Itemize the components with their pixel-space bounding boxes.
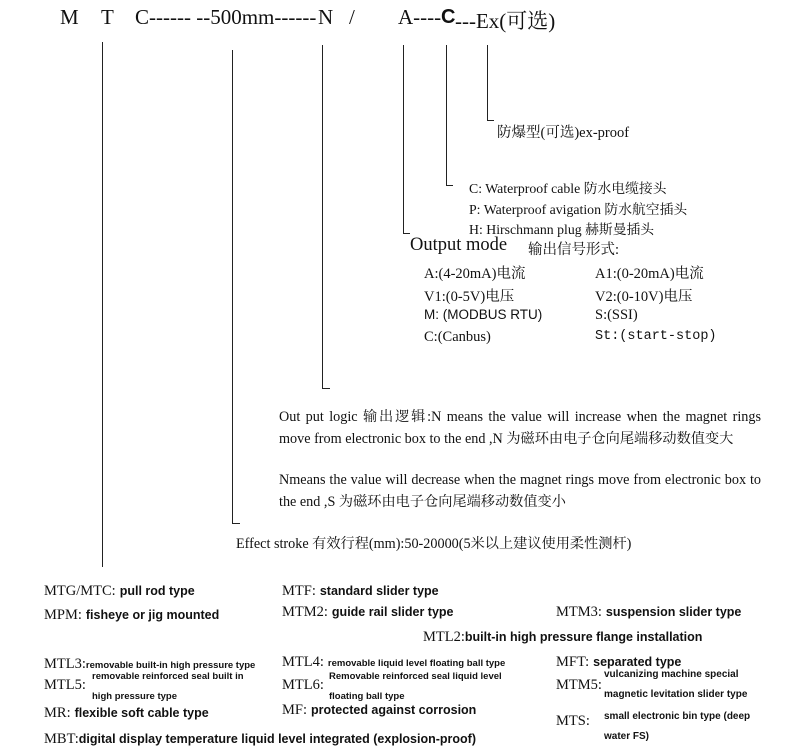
model-mft-code: MFT:: [556, 654, 590, 670]
output-mode-title: Output mode: [410, 235, 508, 255]
model-mtm3-desc: suspension slider type: [605, 605, 742, 619]
output-st: St:(start-stop): [595, 329, 717, 344]
model-mtl3-code: MTL3:: [44, 656, 86, 672]
connector-h: H: Hirschmann plug 赫斯曼插头: [469, 222, 655, 237]
leader-tick-stroke: [232, 523, 240, 524]
code-c-connector: C: [441, 6, 456, 28]
model-mtl3-desc: removable built-in high pressure type: [85, 660, 256, 671]
leader-tick-logic: [322, 388, 330, 389]
effect-stroke: Effect stroke 有效行程(mm):50-20000(5米以上建议使用柔性测杆): [236, 536, 632, 552]
code-n: N: [318, 5, 334, 29]
leader-line-exproof: [487, 45, 488, 121]
model-mtm3-code: MTM3:: [556, 604, 602, 620]
model-mpm-desc: fisheye or jig mounted: [85, 608, 220, 622]
model-mr-code: MR:: [44, 705, 71, 721]
model-mtm5-desc-line1: vulcanizing machine special: [604, 669, 739, 680]
model-mtf-desc: standard slider type: [319, 584, 439, 598]
output-v1: V1:(0-5V)电压: [424, 289, 515, 305]
model-mtm5-desc-line2: magnetic levitation slider type: [604, 689, 748, 700]
model-mtl5-desc-line1: removable reinforced seal built in: [92, 671, 244, 682]
output-v2: V2:(0-10V)电压: [595, 289, 693, 305]
model-mts-desc-line1: small electronic bin type (deep: [604, 711, 751, 722]
code-m: M: [60, 5, 79, 29]
model-mtl6-desc-line2: floating ball type: [329, 691, 405, 702]
leader-tick-connector: [446, 185, 453, 186]
model-mtm5-code: MTM5:: [556, 677, 602, 693]
output-logic-s: [279, 470, 761, 513]
code-slash: /: [349, 5, 355, 29]
model-mtl4: [282, 653, 505, 671]
model-mtl2-desc: built-in high pressure flange installation: [464, 630, 703, 644]
connector-p: P: Waterproof avigation 防水航空插头: [469, 202, 688, 217]
output-c: C:(Canbus): [424, 329, 491, 345]
model-mtl2-code: MTL2:: [423, 629, 465, 645]
model-mtl4-desc: removable liquid level floating ball type: [327, 658, 506, 669]
output-a: A:(4-20mA)电流: [424, 266, 526, 282]
model-mf-code: MF:: [282, 702, 307, 718]
model-mtg-code: MTG/MTC:: [44, 583, 116, 599]
model-mtl6-desc-line1: Removable reinforced seal liquid level: [329, 671, 502, 682]
model-mtg: [44, 582, 195, 600]
code-t: T: [101, 5, 114, 29]
model-mft-desc: separated type: [593, 655, 682, 669]
model-mr: [44, 704, 209, 722]
model-mbt-code: MBT:: [44, 731, 79, 747]
model-mtm2: [282, 603, 454, 621]
output-s: S:(SSI): [595, 307, 638, 323]
output-logic-s-text: Nmeans the value will decrease when the magnet rings move from electronic box to the end ,S 为磁环由电子仓向尾端移动数值变小: [279, 472, 761, 510]
connector-c: C: Waterproof cable 防水电缆接头: [469, 181, 667, 196]
model-mtl6-code: MTL6:: [282, 677, 324, 693]
code-a: A----: [398, 5, 442, 29]
leader-line-output: [403, 45, 404, 234]
model-mts-desc-line2: water FS): [604, 731, 650, 742]
leader-line-stroke: [232, 50, 233, 524]
exproof-label: 防爆型(可选)ex-proof: [497, 125, 630, 141]
model-mts-code: MTS:: [556, 713, 590, 729]
output-logic-n-text: Out put logic 输出逻辑:N means the value will increase when the magnet rings move from electronic box to the end ,N 为磁环由电子仓向尾端移动数值变大: [279, 409, 761, 447]
model-mf-desc: protected against corrosion: [311, 703, 477, 717]
model-mpm: [44, 606, 219, 624]
model-mtm2-desc: guide rail slider type: [331, 605, 454, 619]
model-mpm-code: MPM:: [44, 607, 82, 623]
model-mtm2-code: MTM2:: [282, 604, 328, 620]
model-mbt-desc: digital display temperature liquid level integrated (explosion-proof): [78, 732, 477, 746]
output-mode-title-cn: 输出信号形式:: [528, 242, 620, 258]
code-c-stroke: C------ --500mm------: [135, 5, 317, 29]
model-mtm3: [556, 603, 741, 621]
leader-tick-exproof: [487, 120, 494, 121]
code-ex: ---Ex(可选): [455, 9, 556, 33]
model-mtl4-code: MTL4:: [282, 654, 324, 670]
model-mf: [282, 701, 476, 719]
model-mtf-code: MTF:: [282, 583, 316, 599]
model-mtl5-desc-line2: high pressure type: [92, 691, 177, 702]
model-mr-desc: flexible soft cable type: [74, 706, 209, 720]
output-m: M: (MODBUS RTU): [424, 307, 543, 322]
leader-tick-output: [403, 233, 410, 234]
leader-line-connector: [446, 45, 447, 186]
leader-line-model: [102, 42, 103, 567]
output-a1: A1:(0-20mA)电流: [595, 266, 704, 282]
output-logic-n: [279, 407, 761, 450]
leader-line-logic: [322, 45, 323, 389]
model-mtl5-code: MTL5:: [44, 677, 86, 693]
model-mbt: [44, 730, 476, 748]
model-mtg-desc: pull rod type: [119, 584, 195, 598]
model-mtl2: [423, 628, 702, 646]
model-mtf: [282, 582, 439, 600]
